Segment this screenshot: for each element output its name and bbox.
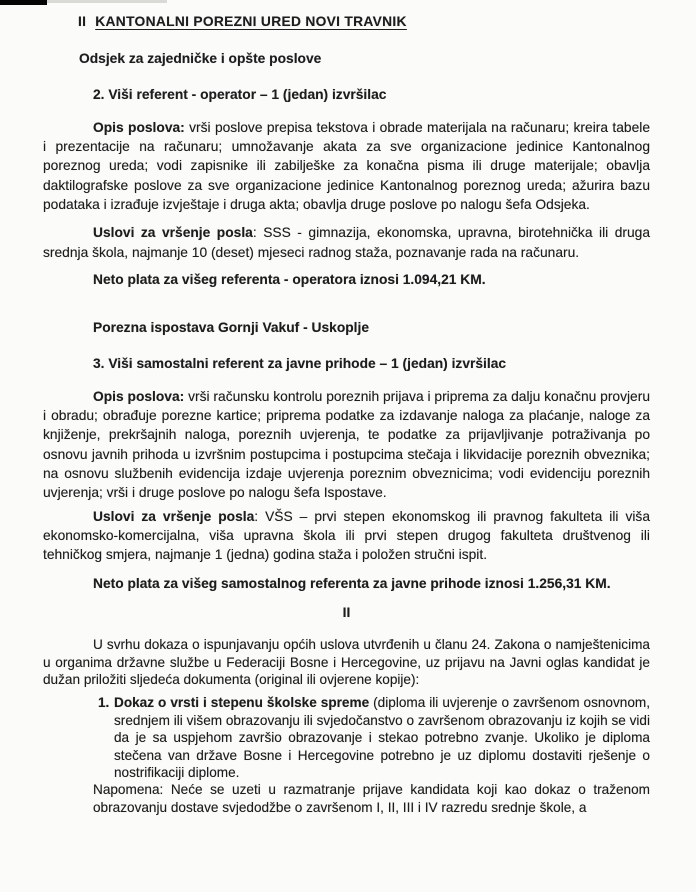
document-title-numeral: II bbox=[78, 14, 87, 29]
position-3-salary: Neto plata za višeg samostalnog referenta za javne prihode iznosi 1.256,31 KM. bbox=[93, 575, 611, 591]
position-2-salary: Neto plata za višeg referenta - operatora iznosi 1.094,21 KM. bbox=[93, 271, 486, 287]
part-two-intro-paragraph: U svrhu dokaza o ispunjavanju općih uslova utvrđenih u članu 24. Zakona o namještenicima u organima državne službe u Federaciji Bosne i Hercegovine, uz prijavu na Javni oglas kandidat je dužan priložiti sljedeća dokumenta (original ili ovjerene kopije): bbox=[43, 637, 650, 687]
position-2-duties-paragraph bbox=[43, 118, 650, 214]
position-3-duties-paragraph bbox=[43, 387, 650, 503]
position-3-requirements-paragraph bbox=[43, 507, 650, 565]
position-2-heading: 2. Viši referent - operator – 1 (jedan) izvršilac bbox=[93, 86, 387, 102]
list-item-number: 1. bbox=[98, 695, 110, 711]
duties-text: vrši računsku kontrolu poreznih prijava i priprema za dalju konačnu provjeru i obradu; obrađuje porezne kartice; priprema podatke za izdavanje naloga za plaćanje, naloge za knjiženje, prekršajnih naloga, poreznih uvjerenja, te podatke za prijavljivanje potraživanja po osnovu javnih prihoda u izvršnim postupcima i postupcima stečaja i likvidacije poreznih obveznika; na osnovu službenih evidencija izdaje uvjerenja poreznim obveznicima; vodi evidenciju poreznih uvjerenja; vrši i druge poslove po nalogu šefa Ispostave. bbox=[43, 388, 650, 501]
document-title bbox=[78, 12, 650, 31]
list-item-text: (diploma ili uvjerenje o završenom osnovnom, srednjem ili višem obrazovanju ili svjedočanstvo o završenom obrazovanju iz kojih se vidi da je sa uspjehom završio obrazovanje i stekao potrebno zvanje. Ukoliko je diploma stečena van države Bosne i Hercegovine potrebno je uz diplomu dostaviti rješenje o nostrifikaciji diplome. bbox=[114, 695, 650, 780]
scan-artifact-bar bbox=[0, 0, 47, 5]
list-item-label: Dokaz o vrsti i stepenu školske spreme bbox=[114, 695, 370, 711]
position-3-heading: 3. Viši samostalni referent za javne prihode – 1 (jedan) izvršilac bbox=[93, 355, 507, 371]
duties-label: Opis poslova: bbox=[93, 119, 185, 135]
requirements-text: : SSS - gimnazija, ekonomska, upravna, birotehnička ili druga srednja škola, najmanje 10 (deset) mjeseci radnog staža, poznavanje rada na računaru. bbox=[43, 225, 650, 260]
scan-artifact-streak bbox=[47, 0, 167, 3]
position-2-requirements-paragraph bbox=[43, 223, 650, 262]
document-content bbox=[43, 12, 650, 816]
note-paragraph: Napomena: Neće se uzeti u razmatranje prijave kandidata koji kao dokaz o traženom obrazovanju dostave svjedodžbe o završenom I, II, III i IV razredu srednje škole, a bbox=[93, 782, 650, 815]
part-two-section bbox=[43, 636, 650, 816]
requirements-label: Uslovi za vršenje posla bbox=[93, 225, 253, 241]
duties-text: vrši poslove prepisa tekstova i obrade materijala na računaru; kreira tabele i prezentacije na računaru; umnožavanje akata za sve organizacione jedinice Kantonalnog poreznog ureda; vodi zapisnike ili zabilješke za konačna pisma ili druge materijale; obavlja daktilografske poslove za sve organizacione jedinice Kantonalnog poreznog ureda; ažurira bazu podataka i izrađuje izvještaje i druga akta; obavlja druge poslove po nalogu šefa Odsjeka. bbox=[43, 119, 650, 213]
department-heading: Odsjek za zajedničke i opšte poslove bbox=[79, 51, 322, 67]
duties-label: Opis poslova: bbox=[93, 388, 185, 404]
requirements-label: Uslovi za vršenje posla bbox=[93, 508, 255, 524]
document-title-text: KANTONALNI POREZNI URED NOVI TRAVNIK bbox=[95, 14, 407, 29]
requirements-text: : VŠS – prvi stepen ekonomskog ili pravnog fakulteta ili viša ekonomsko-komercijalna, viša upravna škola ili prvi stepen drugog fakulteta društvenog ili tehničkog smjera, najmanje 1 (jedna) godina staža i položen stručni ispit. bbox=[43, 508, 650, 563]
document-list-item bbox=[98, 694, 650, 781]
part-two-numeral: II bbox=[342, 604, 351, 620]
ispostava-heading: Porezna ispostava Gornji Vakuf - Uskoplje bbox=[93, 320, 370, 336]
